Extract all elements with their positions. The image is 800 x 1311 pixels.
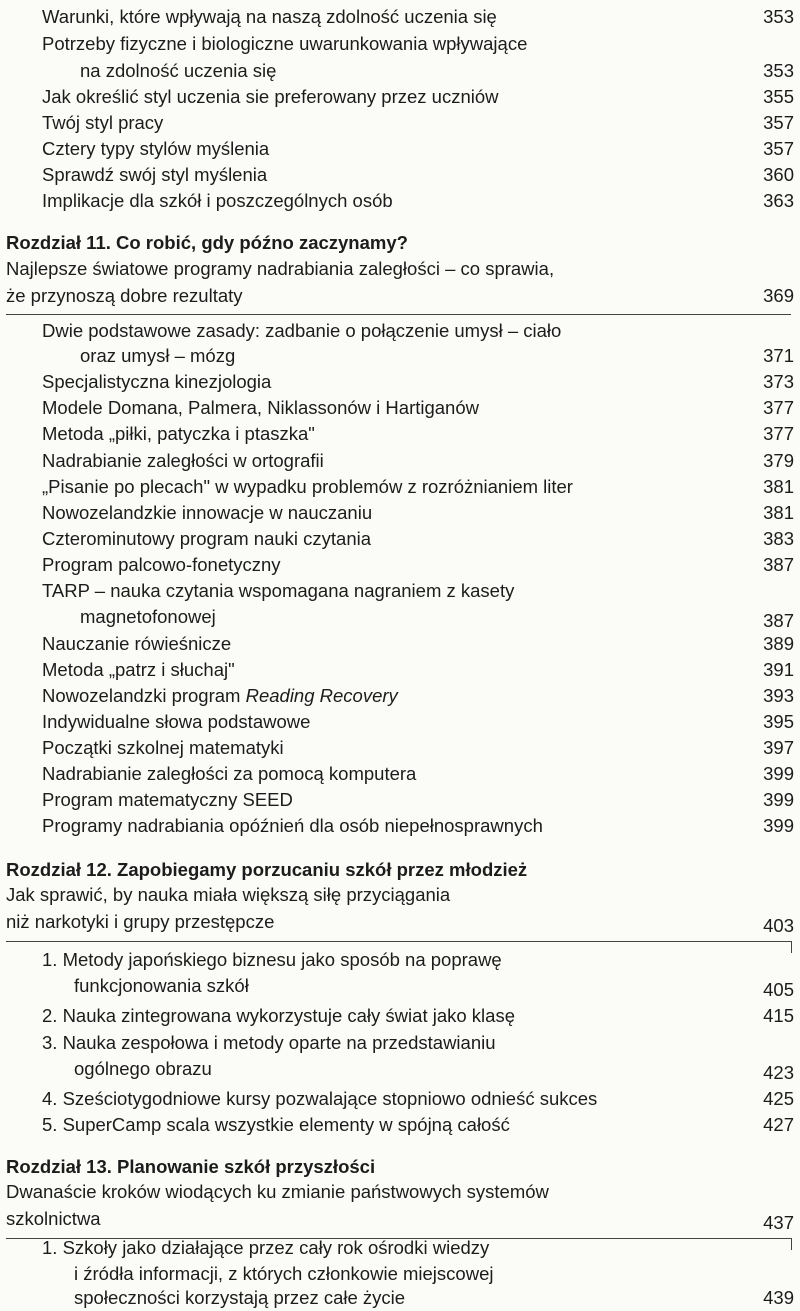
entry-title: Modele Domana, Palmera, Niklassonów i Hartiganów <box>42 397 479 418</box>
entry-title: Warunki, które wpływają na naszą zdolność uczenia się <box>42 6 497 27</box>
entry-page: 353 <box>763 6 794 27</box>
entry-page: 427 <box>763 1114 794 1135</box>
entry-page: 397 <box>763 737 794 758</box>
entry-title: Nadrabianie zaległości za pomocą komputera <box>42 763 417 784</box>
entry-page: 391 <box>763 659 794 680</box>
entry-page: 399 <box>763 763 794 784</box>
entry-page: 381 <box>763 476 794 497</box>
entry-title: funkcjonowania szkół <box>74 975 249 996</box>
entry-title: 4. Sześciotygodniowe kursy pozwalające stopniowo odnieść sukces <box>42 1088 598 1109</box>
entry-title-italic: Reading Recovery <box>245 685 398 706</box>
entry-title: TARP – nauka czytania wspomagana nagraniem z kasety <box>42 580 515 601</box>
entry-title: Czterominutowy program nauki czytania <box>42 528 372 549</box>
entry-title: Twój styl pracy <box>42 112 164 133</box>
entry-title: i źródła informacji, z których członkowie miejscowej <box>74 1263 494 1284</box>
entry-title: niż narkotyki i grupy przestępcze <box>6 911 275 932</box>
entry-page: 387 <box>763 610 794 631</box>
entry-title: Programy nadrabiania opóźnień dla osób niepełnosprawnych <box>42 815 543 836</box>
divider <box>6 314 791 315</box>
entry-title: 3. Nauka zespołowa i metody oparte na przedstawianiu <box>42 1032 496 1053</box>
entry-title: Nauczanie rówieśnicze <box>42 633 232 654</box>
entry-title: Metoda „patrz i słuchaj" <box>42 659 235 680</box>
divider-tick <box>791 1238 792 1250</box>
entry-title: ogólnego obrazu <box>74 1058 212 1079</box>
entry-title: magnetofonowej <box>80 606 216 627</box>
entry-title: Cztery typy stylów myślenia <box>42 138 270 159</box>
entry-page: 357 <box>763 112 794 133</box>
entry-title: Dwie podstawowe zasady: zadbanie o połączenie umysł – ciało <box>42 320 562 341</box>
entry-title: Początki szkolnej matematyki <box>42 737 284 758</box>
entry-title: Dwanaście kroków wiodących ku zmianie państwowych systemów <box>6 1181 549 1202</box>
entry-page: 377 <box>763 423 794 444</box>
entry-page: 415 <box>763 1005 794 1026</box>
entry-title: społeczności korzystają przez całe życie <box>74 1287 406 1308</box>
entry-title: Sprawdź swój styl myślenia <box>42 164 268 185</box>
divider-tick <box>791 941 792 953</box>
entry-page: 423 <box>763 1062 794 1083</box>
entry-title: Nowozelandzki program Reading Recovery <box>42 685 398 706</box>
chapter-title: Rozdział 13. Planowanie szkół przyszłości <box>6 1156 376 1177</box>
entry-page: 399 <box>763 815 794 836</box>
entry-page: 357 <box>763 138 794 159</box>
entry-page: 403 <box>763 915 794 936</box>
entry-page: 355 <box>763 86 794 107</box>
entry-page: 381 <box>763 502 794 523</box>
entry-title: 5. SuperCamp scala wszystkie elementy w spójną całość <box>42 1114 510 1135</box>
entry-title: Potrzeby fizyczne i biologiczne uwarunkowania wpływające <box>42 33 528 54</box>
entry-page: 360 <box>763 164 794 185</box>
entry-title: Najlepsze światowe programy nadrabiania zaległości – co sprawia, <box>6 258 555 279</box>
entry-title: Jak określić styl uczenia sie preferowany przez uczniów <box>42 86 499 107</box>
entry-page: 393 <box>763 685 794 706</box>
entry-title: „Pisanie po plecach" w wypadku problemów z rozróżnianiem liter <box>42 476 573 497</box>
entry-title: Specjalistyczna kinezjologia <box>42 371 272 392</box>
entry-title: szkolnictwa <box>6 1208 101 1229</box>
entry-page: 377 <box>763 397 794 418</box>
entry-page: 437 <box>763 1212 794 1233</box>
entry-title: na zdolność uczenia się <box>80 60 277 81</box>
divider <box>6 941 791 942</box>
chapter-title: Rozdział 11. Co robić, gdy późno zaczynamy? <box>6 232 408 253</box>
entry-page: 439 <box>763 1287 794 1308</box>
entry-page: 379 <box>763 450 794 471</box>
entry-title: 2. Nauka zintegrowana wykorzystuje cały świat jako klasę <box>42 1005 515 1026</box>
entry-page: 373 <box>763 371 794 392</box>
entry-title: Program palcowo-fonetyczny <box>42 554 281 575</box>
entry-page: 389 <box>763 633 794 654</box>
entry-page: 387 <box>763 554 794 575</box>
entry-title: Nadrabianie zaległości w ortografii <box>42 450 324 471</box>
entry-title: Indywidualne słowa podstawowe <box>42 711 311 732</box>
entry-page: 353 <box>763 60 794 81</box>
entry-title: Nowozelandzkie innowacje w nauczaniu <box>42 502 373 523</box>
entry-title: Metoda „piłki, patyczka i ptaszka" <box>42 423 315 444</box>
entry-page: 399 <box>763 789 794 810</box>
entry-title: że przynoszą dobre rezultaty <box>6 285 243 306</box>
entry-page: 363 <box>763 190 794 211</box>
entry-page: 371 <box>763 345 794 366</box>
entry-title: Program matematyczny SEED <box>42 789 293 810</box>
chapter-title: Rozdział 12. Zapobiegamy porzucaniu szkół przez młodzież <box>6 859 528 880</box>
entry-page: 369 <box>763 285 794 306</box>
entry-page: 425 <box>763 1088 794 1109</box>
entry-title: oraz umysł – mózg <box>80 345 236 366</box>
entry-title: 1. Szkoły jako działające przez cały rok ośrodki wiedzy <box>42 1237 490 1258</box>
entry-page: 405 <box>763 979 794 1000</box>
entry-title: 1. Metody japońskiego biznesu jako sposób na poprawę <box>42 949 502 970</box>
entry-page: 383 <box>763 528 794 549</box>
entry-page: 395 <box>763 711 794 732</box>
entry-title: Implikacje dla szkół i poszczególnych osób <box>42 190 393 211</box>
entry-title: Jak sprawić, by nauka miała większą siłę przyciągania <box>6 884 451 905</box>
